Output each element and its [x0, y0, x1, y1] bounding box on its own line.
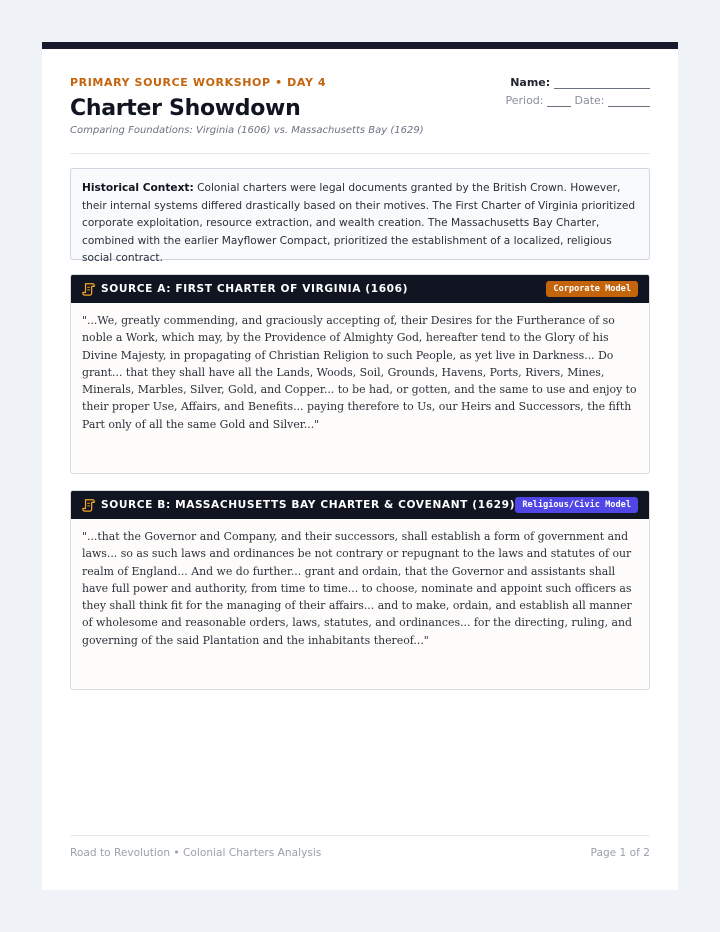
source-a-card	[70, 274, 650, 474]
page-number: Page 1 of 2	[590, 847, 650, 859]
name-row	[505, 76, 650, 89]
source-b-badge: Religious/Civic Model	[515, 497, 638, 513]
name-blank[interactable]	[554, 77, 650, 89]
period-blank[interactable]	[547, 95, 571, 107]
scroll-icon	[82, 498, 96, 512]
source-a-text: "...We, greatly commending, and graciously accepting of, their Desires for the Furtherance of so noble a Work, which may, by the Providence of Almighty God, hereafter tend to the Glory of his Divine Majesty, in propagating of Christian Religion to such People, as yet live in Darkness... Do grant... that they shall have all the Lands, Woods, Soil, Grounds, Havens, Ports, Rivers, Mines, Minerals, Marbles, Silver, Gold, and Copper... to be had, or gotten, and the same to use and enjoy to their proper Use, Affairs, and Benefits... paying therefore to Us, our Heirs and Successors, the fifth Part only of all the same Gold and Silver..."	[82, 314, 637, 431]
source-b-card	[70, 490, 650, 690]
date-blank[interactable]	[608, 95, 650, 107]
context-text: Colonial charters were legal documents granted by the British Crown. However, their internal systems differed drastically based on their motives. The First Charter of Virginia prioritized corporate exploitation, resource extraction, and wealth creation. The Massachusetts Bay Charter, combined with the earlier Mayflower Compact, prioritized the establishment of a localized, religious social contract.	[82, 182, 636, 264]
historical-context-box	[70, 168, 650, 264]
scroll-icon	[82, 282, 96, 296]
worksheet-page	[42, 42, 678, 890]
source-b-text: "...that the Governor and Company, and their successors, shall establish a form of government and laws... so as such laws and ordinances be not contrary or repugnant to the laws and statutes of our realm of England... And we do further... grant and ordain, that the Governor and assistants shall have full power and authority, from time to time... to choose, nominate and appoint such officers as they shall think fit for the managing of their affairs... and to make, ordain, and establish all manner of wholesome and reasonable orders, laws, statutes, and ordinances... for the directing, ruling, and governing of the said Plantation and the inhabitants thereof..."	[82, 530, 632, 647]
source-b-title: SOURCE B: MASSACHUSETTS BAY CHARTER & COVENANT (1629)	[101, 499, 516, 511]
context-label: Historical Context:	[82, 182, 194, 194]
student-info	[505, 76, 650, 107]
source-a-title: SOURCE A: FIRST CHARTER OF VIRGINIA (1606)	[101, 283, 409, 295]
name-label: Name:	[510, 76, 551, 89]
footer-divider	[70, 835, 650, 836]
source-a-badge: Corporate Model	[546, 281, 638, 297]
source-b-header	[71, 491, 649, 519]
period-date-row	[505, 94, 650, 107]
period-label: Period:	[505, 94, 544, 107]
workshop-kicker: PRIMARY SOURCE WORKSHOP • DAY 4	[70, 76, 327, 89]
page-title: Charter Showdown	[70, 96, 301, 121]
page-footer	[70, 847, 650, 859]
page-subtitle: Comparing Foundations: Virginia (1606) vs. Massachusetts Bay (1629)	[70, 125, 424, 136]
source-a-header	[71, 275, 649, 303]
date-label: Date:	[574, 94, 605, 107]
footer-course: Road to Revolution • Colonial Charters Analysis	[70, 847, 322, 859]
header-divider	[70, 153, 650, 154]
